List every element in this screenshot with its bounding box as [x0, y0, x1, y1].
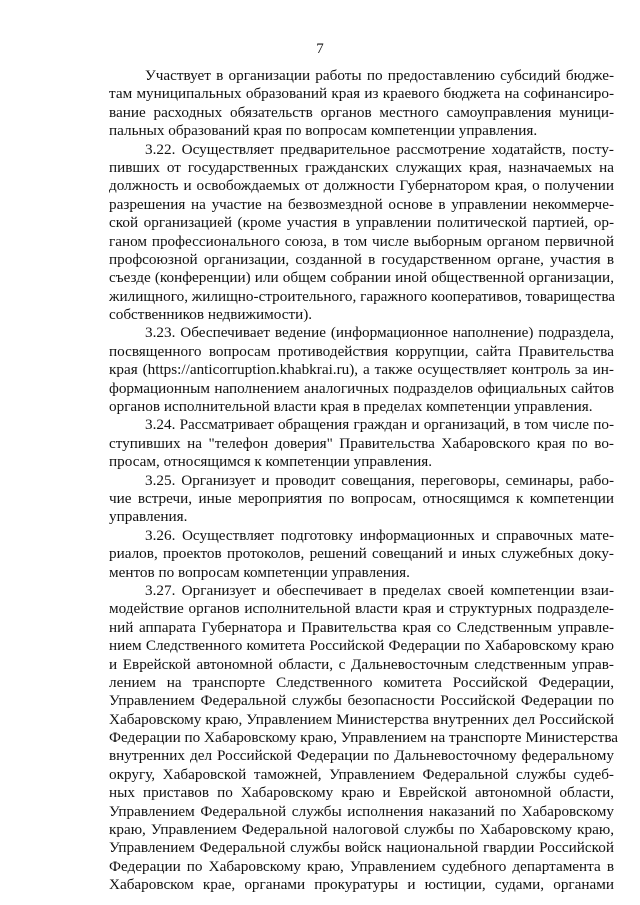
text-line: собственников недвижимости).	[109, 306, 313, 324]
text-line: 3.23. Обеспечивает ведение (информационное наполнение) подраздела,	[145, 324, 614, 342]
text-line: модействие органов исполнительной власти края и структурных подразделе-	[109, 600, 614, 618]
text-line: профсоюзной организации, созданной в государственном органе, участия в	[109, 250, 614, 268]
text-line: управления.	[109, 508, 188, 526]
text-line: там муниципальных образований края из краевого бюджета на софинансиро-	[109, 85, 614, 103]
text-line: Хабаровскому краю, Управлением Министерства внутренних дел Российской	[109, 710, 614, 728]
text-line: чие встречи, иные мероприятия по вопросам, относящимся к компетенции	[109, 489, 614, 507]
paragraph	[109, 67, 614, 141]
text-line: риалов, проектов протоколов, решений совещаний и иных служебных доку-	[109, 545, 614, 563]
text-line: Федерации по Хабаровскому краю, Управлением судебного департамента в	[109, 857, 614, 875]
text-line: ментов по вопросам компетенции управления.	[109, 563, 410, 581]
text-line: жилищного, жилищно-строительного, гаражного кооперативов, товарищества	[109, 287, 616, 305]
text-line: вание расходных обязательств органов местного самоуправления муници-	[109, 103, 614, 121]
text-line: округу, Хабаровской таможней, Управлением Федеральной службы судеб-	[109, 765, 614, 783]
text-line: ний аппарата Губернатора и Правительства края со Следственным управле-	[109, 618, 614, 636]
paragraph	[109, 141, 614, 325]
text-line: 3.24. Рассматривает обращения граждан и организаций, в том числе по-	[145, 416, 614, 434]
text-line: Управлением Федеральной службы войск национальной гвардии Российской	[109, 839, 614, 857]
paragraph	[109, 581, 619, 895]
paragraph	[109, 324, 614, 416]
text-line: внутренних дел Российской Федерации по Дальневосточному федеральному	[109, 747, 614, 765]
text-line: Управлением Федеральной службы безопасности Российской Федерации по	[109, 692, 614, 710]
text-line: формационным наполнением аналогичных подразделов официальных сайтов	[109, 379, 614, 397]
text-line: 3.27. Организует и обеспечивает в пределах своей компетенции взаи-	[145, 581, 614, 599]
text-line: Хабаровском крае, органами прокуратуры и юстиции, судами, органами	[109, 876, 614, 894]
text-line: Управлением Федеральной службы исполнения наказаний по Хабаровскому	[109, 802, 614, 820]
text-line: и Еврейской автономной области, с Дальневосточным следственным управ-	[109, 655, 614, 673]
text-line: ступивших на "телефон доверия" Правительства Хабаровского края по во-	[109, 434, 614, 452]
text-line: пальных образований края по вопросам компетенции управления.	[109, 122, 538, 140]
text-line: съезде (конференции) или общем собрании иной общественной организации,	[109, 269, 614, 287]
paragraph	[109, 416, 614, 471]
document-body	[109, 67, 619, 895]
paragraph	[109, 527, 614, 582]
text-line: лением на транспорте Следственного комитета Российской Федерации,	[109, 673, 614, 691]
text-line: Участвует в организации работы по предоставлению субсидий бюдже-	[145, 67, 614, 84]
text-line: должность и освобождаемых от должности Губернатором края, о получении	[109, 177, 614, 195]
page-number: 7	[316, 41, 324, 57]
text-line: Федерации по Хабаровскому краю, Управлением на транспорте Министерства	[109, 729, 619, 747]
text-line: нием Следственного комитета Российской Федерации по Хабаровскому краю	[109, 637, 614, 655]
text-line: ных приставов по Хабаровскому краю и Еврейской автономной области,	[109, 784, 614, 802]
text-line: ской организацией (кроме участия в управлении политической партией, ор-	[109, 214, 614, 232]
text-line: 3.26. Осуществляет подготовку информационных и справочных мате-	[145, 526, 614, 544]
text-line: посвященного вопросам противодействия коррупции, сайта Правительства	[109, 342, 614, 360]
paragraph	[109, 472, 614, 527]
text-line: ганом профессионального союза, в том числе выборным органом первичной	[109, 232, 614, 250]
text-line: края (https://anticorruption.khabkrai.ru), а также осуществляет контроль за ин-	[109, 361, 614, 379]
text-line: разрешения на участие на безвозмездной основе в управлении некоммерче-	[109, 195, 614, 213]
text-line: просам, относящимся к компетенции управления.	[109, 453, 433, 471]
text-line: краю, Управлением Федеральной налоговой службы по Хабаровскому краю,	[109, 821, 614, 839]
text-line: пивших от государственных гражданских служащих края, назначаемых на	[109, 158, 614, 176]
text-line: 3.25. Организует и проводит совещания, переговоры, семинары, рабо-	[145, 471, 614, 489]
text-line: 3.22. Осуществляет предварительное рассмотрение ходатайств, посту-	[145, 140, 614, 158]
text-line: органов исполнительной власти края в пределах компетенции управления.	[109, 398, 593, 416]
